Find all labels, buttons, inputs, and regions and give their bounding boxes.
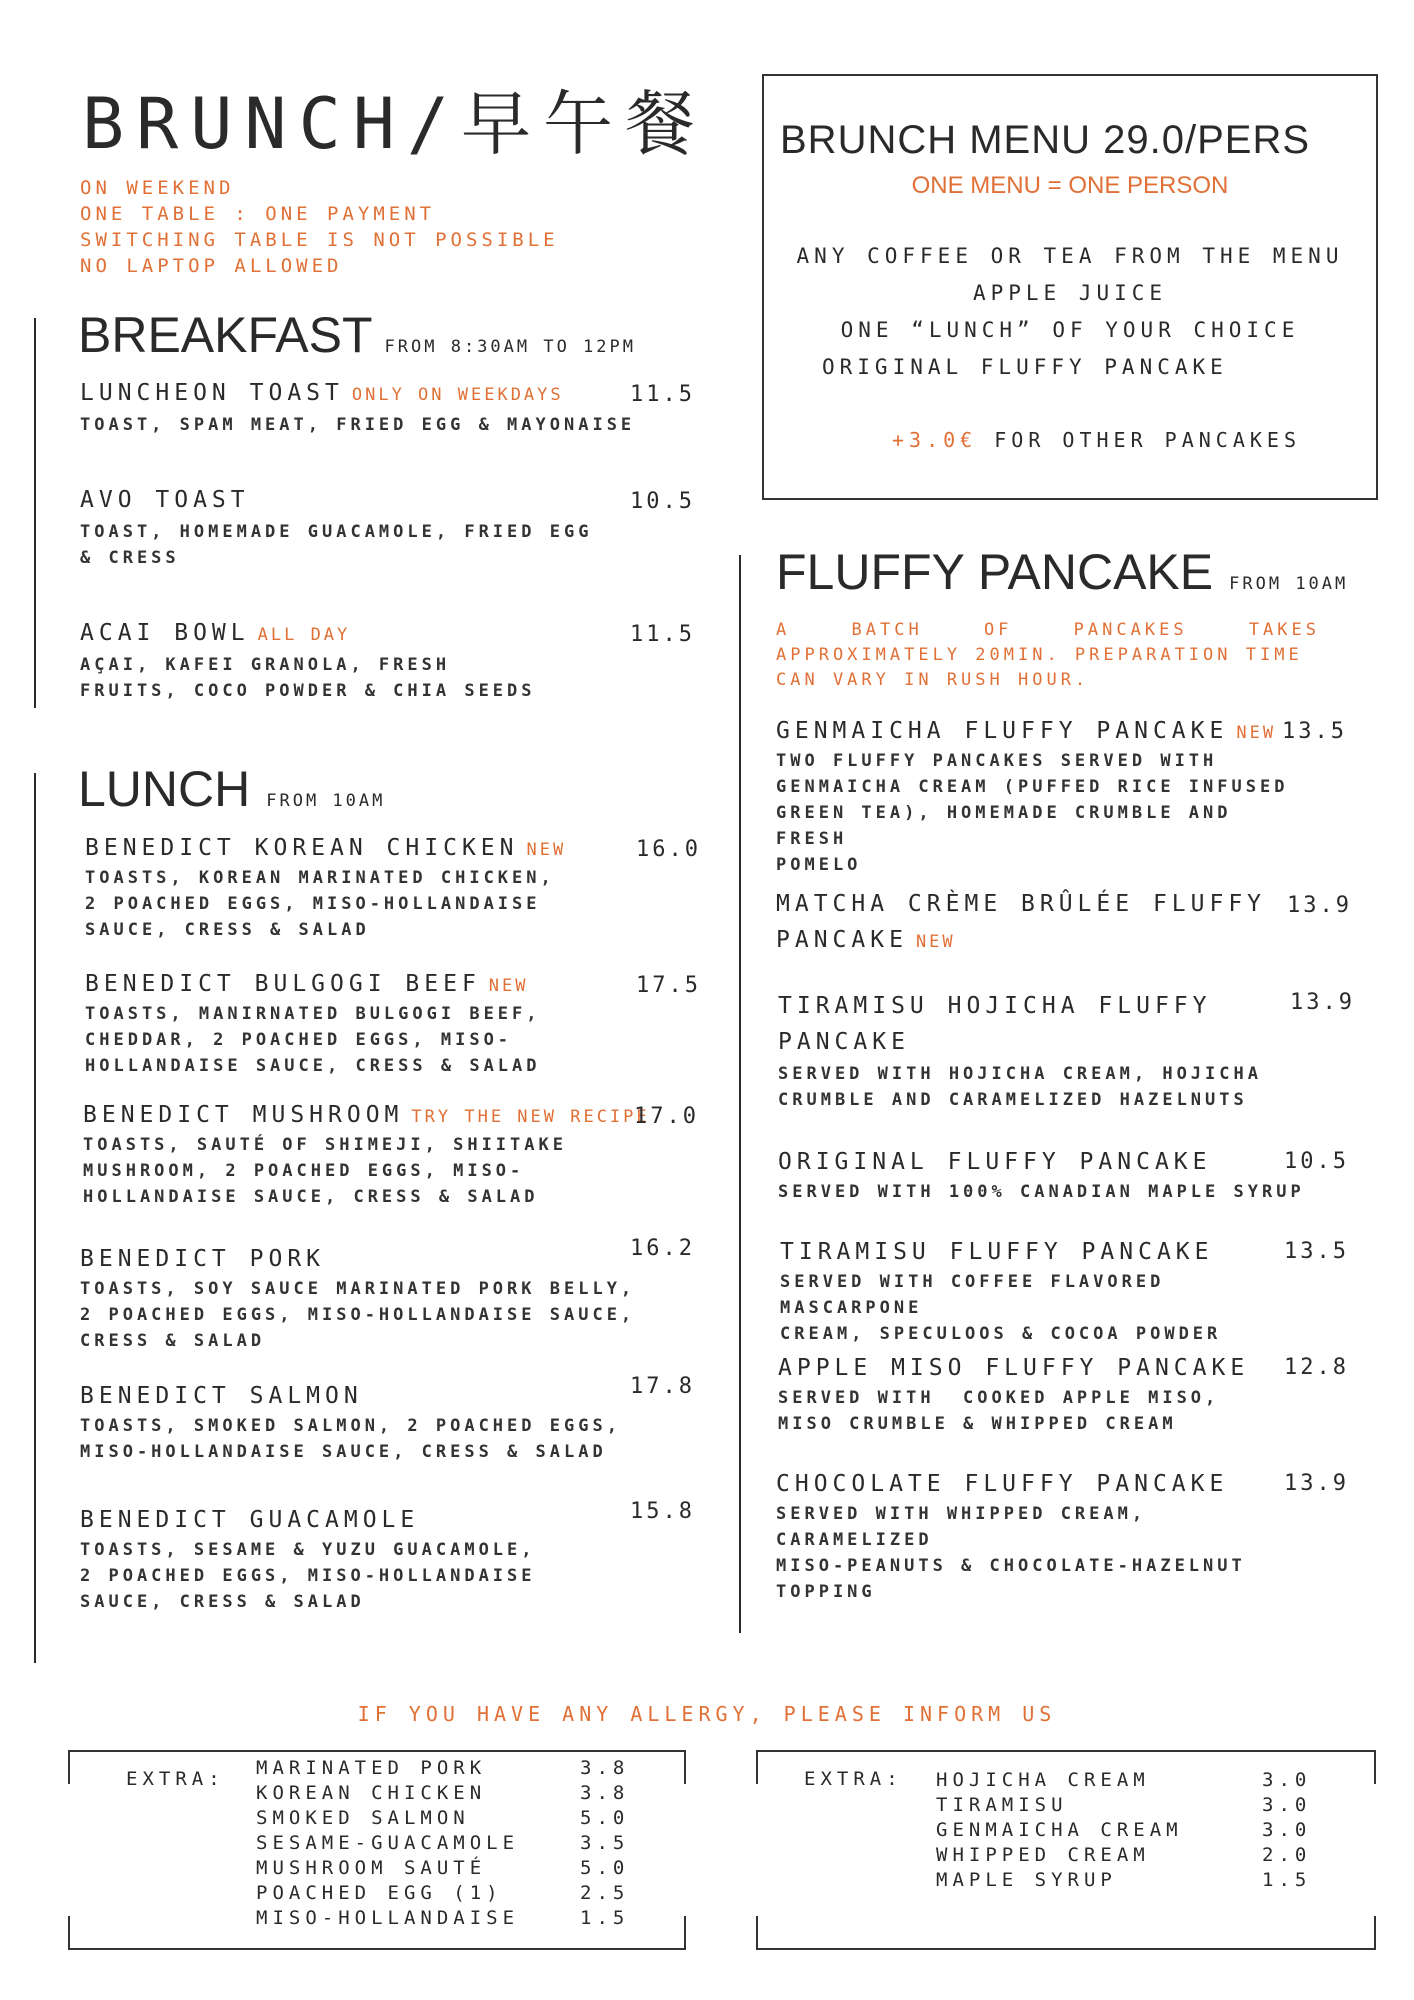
extra-row [936, 1793, 1311, 1818]
item-name: BENEDICT MUSHROOM [83, 1102, 404, 1128]
breakfast-title: BREAKFAST [78, 307, 373, 363]
rule-line: NO LAPTOP ALLOWED [80, 255, 343, 277]
extra-price: 3.5 [580, 1832, 630, 1854]
extra-row [256, 1906, 629, 1931]
extra-name: MAPLE SYRUP [936, 1869, 1117, 1891]
allergy-note: IF YOU HAVE ANY ALLERGY, PLEASE INFORM US [357, 1702, 1057, 1726]
item-price: 11.5 [630, 622, 695, 647]
item-desc: MISO-HOLLANDAISE SAUCE, CRESS & SALAD [80, 1442, 607, 1462]
extra-price: 3.8 [580, 1757, 630, 1779]
breakfast-hours: FROM 8:30AM TO 12PM [384, 337, 636, 357]
extras-list [256, 1756, 629, 1931]
extra-name: WHIPPED CREAM [936, 1844, 1150, 1866]
item-name: ACAI BOWL [80, 620, 250, 646]
item-desc: GENMAICHA CREAM (PUFFED RICE INFUSED [776, 777, 1289, 797]
menu-item [778, 1355, 1318, 1437]
extra-name: MUSHROOM SAUTÉ [256, 1857, 487, 1879]
item-price: 16.0 [636, 837, 701, 862]
menu-item [80, 1383, 700, 1465]
item-desc: MISO CRUMBLE & WHIPPED CREAM [778, 1414, 1177, 1434]
extra-row [256, 1756, 629, 1781]
item-name: ORIGINAL FLUFFY PANCAKE [778, 1149, 1212, 1175]
page-title: BRUNCH/早午餐 [82, 83, 708, 165]
rule-line: ONE TABLE : ONE PAYMENT [80, 203, 436, 225]
menu-item [780, 1239, 1320, 1347]
item-desc: 2 POACHED EGGS, MISO-HOLLANDAISE SAUCE, [80, 1305, 636, 1325]
item-name-cont: PANCAKE [778, 1029, 910, 1055]
brunch-menu-line: ONE “LUNCH” OF YOUR CHOICE [840, 318, 1300, 342]
menu-item [776, 891, 1316, 953]
item-price: 17.5 [636, 973, 701, 998]
extra-row [256, 1881, 629, 1906]
extra-price: 5.0 [580, 1807, 630, 1829]
menu-item [80, 380, 700, 438]
item-desc: CRUMBLE AND CARAMELIZED HAZELNUTS [778, 1090, 1248, 1110]
item-price: 17.0 [634, 1104, 699, 1129]
extra-row [256, 1831, 629, 1856]
pancake-divider [739, 555, 741, 1633]
menu-item [83, 1102, 703, 1210]
menu-item [776, 1471, 1316, 1605]
wait-note-line: A BATCH OF PANCAKES TAKES [776, 620, 1320, 640]
brunch-menu-box [762, 74, 1378, 500]
item-name: LUNCHEON TOAST [80, 380, 344, 406]
extra-name: SESAME-GUACAMOLE [256, 1832, 520, 1854]
item-name: BENEDICT SALMON [80, 1383, 363, 1409]
item-desc: TOASTS, SESAME & YUZU GUACAMOLE, [80, 1540, 536, 1560]
item-price: 15.8 [630, 1499, 695, 1524]
item-price: 11.5 [630, 382, 695, 407]
extra-row [256, 1856, 629, 1881]
extra-name: MISO-HOLLANDAISE [256, 1907, 520, 1929]
pancake-wait-note [776, 618, 1320, 693]
extra-price: 3.0 [1262, 1794, 1312, 1816]
brunch-menu-supplement [892, 428, 1301, 452]
item-desc: TOASTS, KOREAN MARINATED CHICKEN, [85, 868, 555, 888]
item-desc: CRESS & SALAD [80, 1331, 266, 1351]
menu-item [80, 1507, 700, 1615]
extra-row [936, 1768, 1311, 1793]
item-name: APPLE MISO FLUFFY PANCAKE [778, 1355, 1250, 1381]
brunch-menu-line: ORIGINAL FLUFFY PANCAKE [822, 355, 1228, 379]
extras-label: EXTRA: [804, 1768, 903, 1790]
item-desc: SERVED WITH COOKED APPLE MISO, [778, 1388, 1220, 1408]
item-tag: NEW [526, 840, 567, 860]
item-desc: 2 POACHED EGGS, MISO-HOLLANDAISE [80, 1566, 536, 1586]
item-desc: GREEN TEA), HOMEMADE CRUMBLE AND FRESH [776, 803, 1232, 849]
item-price: 13.9 [1290, 990, 1355, 1015]
extra-row [256, 1806, 629, 1831]
item-tag: ALL DAY [257, 625, 351, 645]
supplement-price: +3.0€ [892, 428, 978, 452]
extra-row [936, 1868, 1311, 1893]
menu-item [778, 1149, 1318, 1205]
item-desc: 2 POACHED EGGS, MISO-HOLLANDAISE [85, 894, 541, 914]
extra-row [936, 1843, 1311, 1868]
item-price: 16.2 [630, 1236, 695, 1261]
item-price: 17.8 [630, 1374, 695, 1399]
rule-line: SWITCHING TABLE IS NOT POSSIBLE [80, 229, 559, 251]
item-desc: SERVED WITH HOJICHA CREAM, HOJICHA [778, 1064, 1262, 1084]
item-desc: HOLLANDAISE SAUCE, CRESS & SALAD [85, 1056, 541, 1076]
pancake-header [776, 543, 1348, 601]
supplement-text: FOR OTHER PANCAKES [994, 428, 1302, 452]
item-price: 13.5 [1282, 719, 1347, 744]
item-desc: TOAST, SPAM MEAT, FRIED EGG & MAYONAISE [80, 415, 636, 435]
menu-item [80, 620, 700, 704]
item-desc: AÇAI, KAFEI GRANOLA, FRESH [80, 655, 451, 675]
brunch-menu-title: BRUNCH MENU 29.0/PERS [780, 118, 1311, 162]
item-desc: TWO FLUFFY PANCAKES SERVED WITH [776, 751, 1218, 771]
menu-item [80, 487, 700, 571]
item-desc: TOAST, HOMEMADE GUACAMOLE, FRIED EGG [80, 522, 593, 542]
item-desc: SAUCE, CRESS & SALAD [85, 920, 370, 940]
lunch-title: LUNCH [78, 761, 251, 817]
rule-line: ON WEEKEND [80, 177, 235, 199]
item-desc: CHEDDAR, 2 POACHED EGGS, MISO- [85, 1030, 513, 1050]
item-price: 10.5 [1284, 1149, 1349, 1174]
extra-row [936, 1818, 1311, 1843]
item-tag: NEW [915, 932, 956, 952]
lunch-header [78, 760, 385, 818]
item-name: BENEDICT BULGOGI BEEF [85, 971, 481, 997]
pancake-hours: FROM 10AM [1229, 574, 1349, 594]
breakfast-header [78, 306, 636, 364]
extras-list [936, 1768, 1311, 1893]
extra-price: 1.5 [1262, 1869, 1312, 1891]
item-desc: SAUCE, CRESS & SALAD [80, 1592, 365, 1612]
item-tag: ONLY ON WEEKDAYS [351, 385, 564, 405]
menu-item [80, 1246, 700, 1354]
extra-name: KOREAN CHICKEN [256, 1782, 487, 1804]
item-name: GENMAICHA FLUFFY PANCAKE [776, 718, 1229, 744]
item-desc: SERVED WITH 100% CANADIAN MAPLE SYRUP [778, 1182, 1305, 1202]
extra-name: TIRAMISU [936, 1794, 1068, 1816]
item-desc: & CRESS [80, 548, 180, 568]
extra-name: SMOKED SALMON [256, 1807, 470, 1829]
extra-name: GENMAICHA CREAM [936, 1819, 1183, 1841]
extras-label: EXTRA: [126, 1768, 225, 1790]
item-name: MATCHA CRÈME BRÛLÉE FLUFFY [776, 891, 1267, 917]
item-desc: MUSHROOM, 2 POACHED EGGS, MISO- [83, 1161, 525, 1181]
item-desc: TOPPING [776, 1582, 876, 1602]
item-price: 13.9 [1287, 893, 1352, 918]
item-desc: TOASTS, SOY SAUCE MARINATED PORK BELLY, [80, 1279, 636, 1299]
menu-item [776, 718, 1316, 878]
item-desc: MISO-PEANUTS & CHOCOLATE-HAZELNUT [776, 1556, 1246, 1576]
extra-name: POACHED EGG (1) [256, 1882, 503, 1904]
breakfast-divider [34, 318, 36, 708]
item-desc: TOASTS, SMOKED SALMON, 2 POACHED EGGS, [80, 1416, 621, 1436]
item-desc: TOASTS, SAUTÉ OF SHIMEJI, SHIITAKE [83, 1135, 567, 1155]
menu-item [85, 835, 705, 943]
item-desc: CREAM, SPECULOOS & COCOA POWDER [780, 1324, 1222, 1344]
item-name: BENEDICT PORK [80, 1246, 326, 1272]
bracket-bottom [756, 1916, 1376, 1950]
brunch-menu-includes [764, 238, 1376, 386]
extras-box-right [756, 1750, 1376, 1950]
extra-price: 5.0 [580, 1857, 630, 1879]
item-price: 12.8 [1284, 1355, 1349, 1380]
extra-price: 3.0 [1262, 1769, 1312, 1791]
item-price: 10.5 [630, 489, 695, 514]
item-desc: SERVED WITH COFFEE FLAVORED MASCARPONE [780, 1272, 1165, 1318]
extras-box-left [68, 1750, 684, 1950]
item-desc: TOASTS, MANIRNATED BULGOGI BEEF, [85, 1004, 541, 1024]
item-name: CHOCOLATE FLUFFY PANCAKE [776, 1471, 1229, 1497]
item-name: TIRAMISU HOJICHA FLUFFY [778, 993, 1212, 1019]
extra-price: 3.0 [1262, 1819, 1312, 1841]
item-name-cont: PANCAKE [776, 927, 908, 953]
extra-row [256, 1781, 629, 1806]
item-desc: POMELO [776, 855, 862, 875]
item-price: 13.9 [1284, 1471, 1349, 1496]
item-name: BENEDICT GUACAMOLE [80, 1507, 420, 1533]
extra-price: 1.5 [580, 1907, 630, 1929]
item-name: TIRAMISU FLUFFY PANCAKE [780, 1239, 1214, 1265]
extra-price: 3.8 [580, 1782, 630, 1804]
item-name: BENEDICT KOREAN CHICKEN [85, 835, 519, 861]
brunch-menu-line: ANY COFFEE OR TEA FROM THE MENU [796, 244, 1344, 268]
pancake-title: FLUFFY PANCAKE [776, 544, 1214, 600]
house-rules [80, 175, 559, 279]
brunch-menu-subtitle: ONE MENU = ONE PERSON [911, 172, 1229, 199]
brunch-menu-line: APPLE JUICE [972, 281, 1168, 305]
item-desc: SERVED WITH WHIPPED CREAM, CARAMELIZED [776, 1504, 1147, 1550]
wait-note-line: APPROXIMATELY 20MIN. PREPARATION TIME [776, 645, 1303, 665]
extra-price: 2.5 [580, 1882, 630, 1904]
item-desc: HOLLANDAISE SAUCE, CRESS & SALAD [83, 1187, 539, 1207]
item-name: AVO TOAST [80, 487, 250, 513]
wait-note-line: CAN VARY IN RUSH HOUR. [776, 670, 1090, 690]
item-tag: TRY THE NEW RECIPE [411, 1107, 650, 1127]
extra-name: HOJICHA CREAM [936, 1769, 1150, 1791]
lunch-hours: FROM 10AM [266, 791, 386, 811]
item-tag: NEW [488, 976, 529, 996]
item-price: 13.5 [1284, 1239, 1349, 1264]
menu-item [85, 971, 705, 1079]
item-tag: NEW [1236, 723, 1277, 743]
lunch-divider [34, 773, 36, 1663]
menu-item [778, 993, 1318, 1113]
extra-price: 2.0 [1262, 1844, 1312, 1866]
extra-name: MARINATED PORK [256, 1757, 487, 1779]
item-desc: FRUITS, COCO POWDER & CHIA SEEDS [80, 681, 536, 701]
